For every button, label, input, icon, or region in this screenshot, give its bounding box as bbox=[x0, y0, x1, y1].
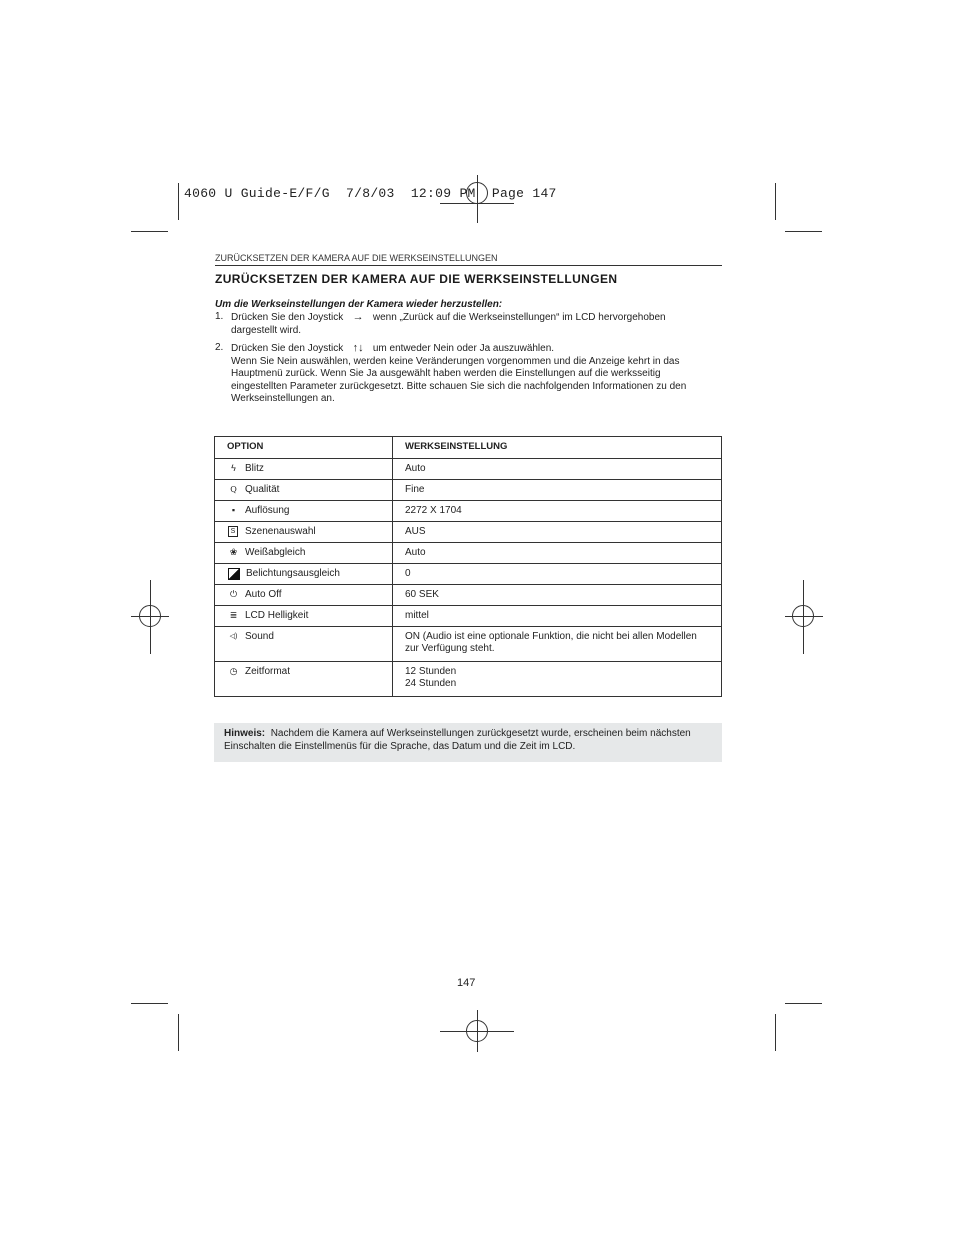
step-text: Drücken Sie den Joystick bbox=[231, 312, 344, 323]
table-row bbox=[215, 480, 722, 501]
option-value: 12 Stunden bbox=[405, 666, 457, 677]
sound-icon: ◁) bbox=[229, 633, 238, 640]
option-value: Auto bbox=[393, 543, 722, 564]
table-row bbox=[215, 627, 722, 662]
step-text: dargestellt wird. bbox=[231, 324, 302, 336]
step-item bbox=[215, 311, 715, 337]
option-label: Blitz bbox=[245, 463, 264, 474]
quality-icon: Q bbox=[230, 485, 237, 494]
option-value: 60 SEK bbox=[393, 585, 722, 606]
table-row bbox=[215, 522, 722, 543]
table-header-row bbox=[215, 437, 722, 459]
option-label: LCD Helligkeit bbox=[245, 610, 309, 621]
intro-text: Um die Werkseinstellungen der Kamera wieder herzustellen: bbox=[215, 299, 503, 310]
option-label: Zeitformat bbox=[245, 666, 291, 677]
clock-icon: ◷ bbox=[229, 666, 238, 676]
table-row bbox=[215, 564, 722, 585]
table-row bbox=[215, 459, 722, 480]
column-header-default: WERKSEINSTELLUNG bbox=[393, 437, 722, 459]
option-value: 0 bbox=[393, 564, 722, 585]
step-number: 2. bbox=[215, 342, 224, 353]
table-row bbox=[215, 606, 722, 627]
option-value: zur Verfügung steht. bbox=[405, 643, 495, 654]
column-header-option: OPTION bbox=[215, 437, 393, 459]
arrow-up-down-icon: ↑↓ bbox=[352, 342, 364, 354]
white-balance-icon: ❀ bbox=[229, 547, 238, 557]
option-value: ON (Audio ist eine optionale Funktion, die nicht bei allen Modellen bbox=[405, 631, 697, 642]
step-item bbox=[215, 342, 715, 406]
settings-table bbox=[214, 436, 722, 697]
option-value: 24 Stunden bbox=[405, 678, 457, 689]
option-label: Sound bbox=[245, 631, 274, 642]
option-value: Fine bbox=[393, 480, 722, 501]
brightness-icon: ≣ bbox=[229, 610, 238, 620]
power-icon: ⏻ bbox=[229, 589, 238, 599]
note-label: Hinweis: bbox=[224, 728, 266, 739]
scene-icon: S bbox=[228, 526, 238, 537]
table-row bbox=[215, 543, 722, 564]
step-number: 1. bbox=[215, 311, 224, 322]
page-number: 147 bbox=[457, 977, 476, 989]
note-box bbox=[214, 723, 722, 762]
step-text: wenn „Zurück auf die Werkseinstellungen“ im LCD hervorgehoben bbox=[372, 312, 666, 323]
step-text: Drücken Sie den Joystick bbox=[231, 343, 344, 354]
table-row bbox=[215, 585, 722, 606]
running-head: ZURÜCKSETZEN DER KAMERA AUF DIE WERKSEINSTELLUNGEN bbox=[215, 253, 722, 266]
print-slug: 4060 U Guide-E/F/G 7/8/03 12:09 PM Page 147 bbox=[184, 186, 557, 201]
arrow-right-icon: → bbox=[352, 311, 364, 323]
option-label: Belichtungsausgleich bbox=[246, 568, 340, 579]
option-value: 2272 X 1704 bbox=[393, 501, 722, 522]
step-text: Wenn Sie Nein auswählen, werden keine Veränderungen vorgenommen und die Anzeige kehrt in das Hauptmenü zurück. Wenn Sie Ja ausgewählt haben werden die Einstellungen auf die werksseitig eingestellten Parameter zurückgesetzt. Bitte schauen Sie sich die nachfolgenden Informationen zu den Werkseinstellungen an. bbox=[231, 355, 687, 404]
option-value: Auto bbox=[393, 459, 722, 480]
option-label: Auto Off bbox=[245, 589, 282, 600]
exposure-icon bbox=[228, 568, 240, 580]
section-title: ZURÜCKSETZEN DER KAMERA AUF DIE WERKSEINSTELLUNGEN bbox=[215, 272, 618, 286]
option-label: Weißabgleich bbox=[245, 547, 306, 558]
resolution-icon: ▪ bbox=[231, 505, 236, 515]
steps-list bbox=[215, 311, 715, 406]
option-label: Szenenauswahl bbox=[245, 526, 316, 537]
option-label: Qualität bbox=[245, 484, 280, 495]
step-text: um entweder Nein oder Ja auszuwählen. bbox=[372, 343, 555, 354]
table-row bbox=[215, 501, 722, 522]
flash-icon: ϟ bbox=[231, 463, 236, 473]
table-row bbox=[215, 662, 722, 697]
option-value: mittel bbox=[393, 606, 722, 627]
option-label: Auflösung bbox=[245, 505, 290, 516]
option-value: AUS bbox=[393, 522, 722, 543]
note-text: Nachdem die Kamera auf Werkseinstellungen zurückgesetzt wurde, erscheinen beim nächsten Einschalten die Einstellmenüs für die Sprache, das Datum und die Zeit im LCD. bbox=[224, 728, 691, 752]
